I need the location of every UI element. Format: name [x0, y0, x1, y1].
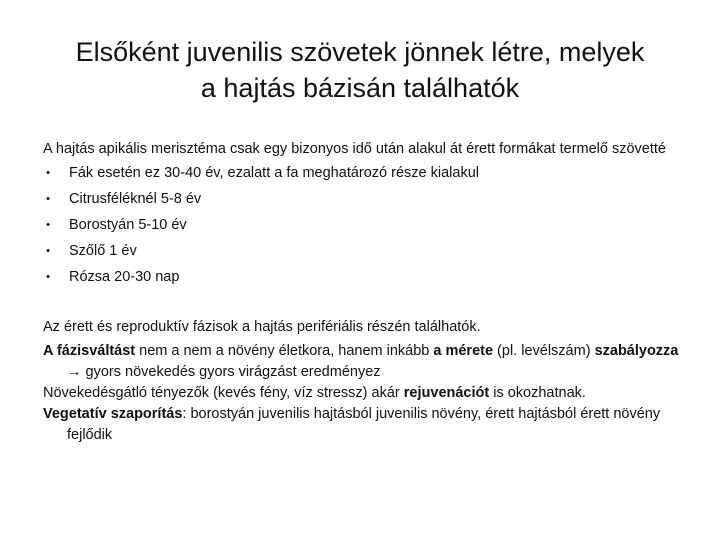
bullet-item	[43, 186, 683, 212]
slide-title-line-2: a hajtás bázisán találhatók	[200, 73, 520, 103]
emphasis-regulates: szabályozza	[594, 343, 679, 359]
emphasis-phase-change: A fázisváltást	[43, 343, 136, 359]
emphasis-vegetative-propagation: Vegetatív szaporítás	[43, 406, 183, 422]
arrow-right-icon: →	[67, 364, 82, 380]
spacer	[43, 290, 683, 317]
bullet-item	[43, 212, 683, 238]
bullet-text: Citrusféléknél 5-8 év	[69, 191, 202, 207]
paragraph-vegetative-propagation	[43, 404, 683, 446]
paragraph-growth-inhibitors	[43, 383, 683, 404]
bullet-text: Borostyán 5-10 év	[69, 217, 187, 233]
bullet-text: Fák esetén ez 30-40 év, ezalatt a fa meghatározó része kialakul	[69, 165, 479, 181]
paragraph-phase-change	[43, 341, 683, 383]
paragraph-mature-phases: Az érett és reproduktív fázisok a hajtás perifériális részén találhatók.	[43, 319, 481, 335]
slide-title	[30, 34, 690, 106]
intro-paragraph: A hajtás apikális merisztéma csak egy bizonyos idő után alakul át érett formákat termelő szövetté	[43, 141, 666, 157]
bullet-icon: •	[46, 245, 50, 257]
bullet-text: Szőlő 1 év	[69, 243, 137, 259]
bullet-list	[43, 160, 683, 290]
slide-title-line-1: Elsőként juvenilis szövetek jönnek létre, melyek	[75, 37, 645, 67]
bullet-icon: •	[46, 271, 50, 283]
text-segment: : borostyán juvenilis hajtásból juvenilis növény, érett hajtásból érett növény fejlődik	[67, 406, 661, 443]
bullet-text: Rózsa 20-30 nap	[69, 269, 180, 285]
bullet-item	[43, 264, 683, 290]
text-segment: gyors növekedés gyors virágzást eredményez	[81, 364, 381, 380]
slide-body	[43, 139, 683, 446]
bullet-icon: •	[46, 193, 50, 205]
bullet-item	[43, 160, 683, 186]
bullet-icon: •	[46, 219, 50, 231]
emphasis-size: a mérete	[433, 343, 494, 359]
bullet-item	[43, 238, 683, 264]
text-segment: is okozhatnak.	[489, 385, 586, 401]
text-segment: nem a nem a növény életkora, hanem inkább	[135, 343, 434, 359]
emphasis-rejuvenation: rejuvenációt	[403, 385, 490, 401]
text-segment: (pl. levélszám)	[493, 343, 595, 359]
text-segment: Növekedésgátló tényezők (kevés fény, víz stressz) akár	[43, 385, 404, 401]
bullet-icon: •	[46, 167, 50, 179]
